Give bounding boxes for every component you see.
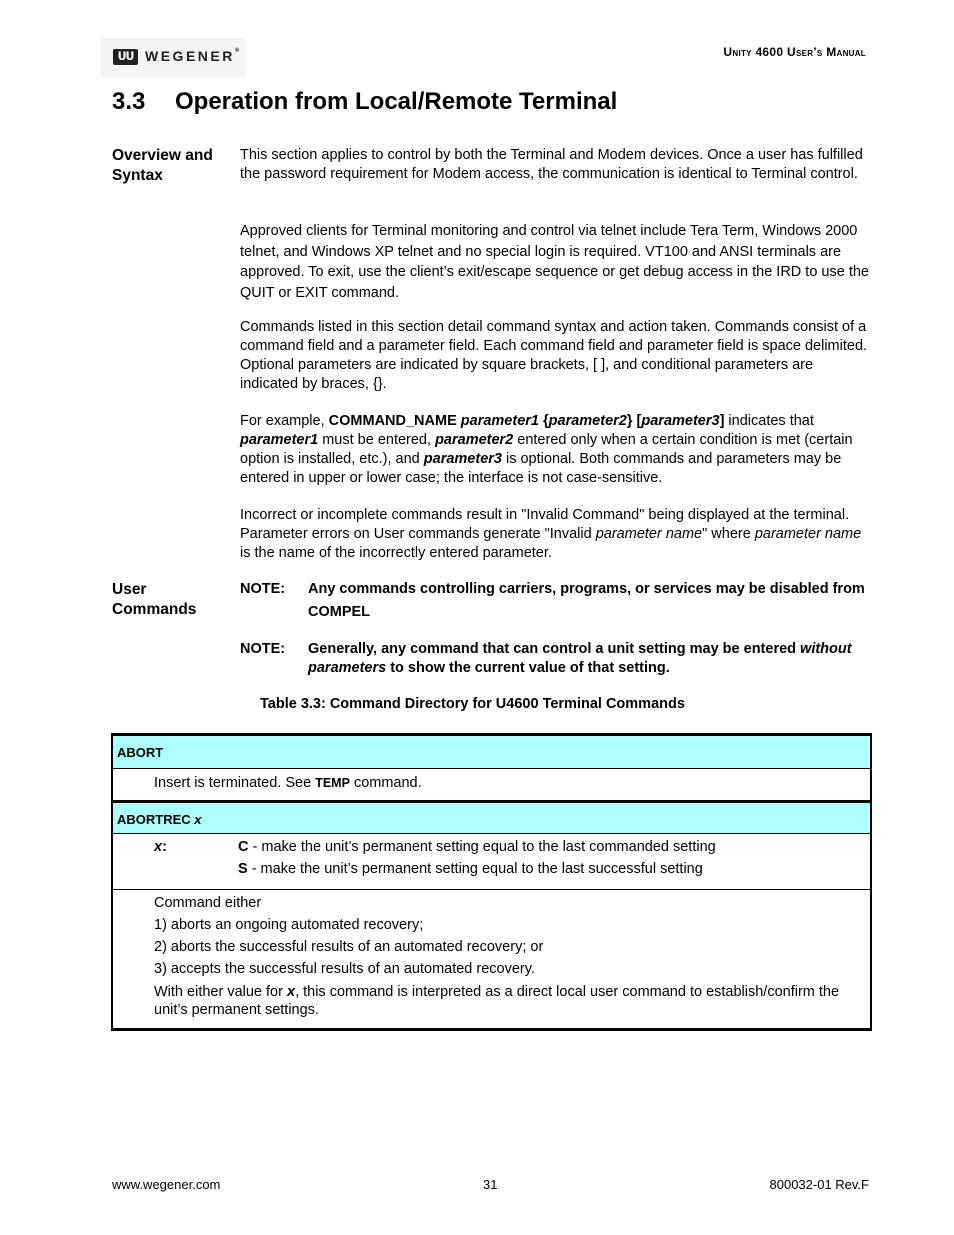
footer-website: www.wegener.com xyxy=(112,1177,221,1192)
logo-text: WEGENER® xyxy=(145,48,240,64)
table-row xyxy=(113,834,870,890)
overview-paragraph-5: Incorrect or incomplete commands result in "Invalid Command" being displayed at the terminal. Parameter errors on User commands generate "Invalid parameter name" where parameter name is the name of the incorrectly entered parameter. xyxy=(240,507,862,561)
note-2 xyxy=(240,640,872,678)
footer-doc-id: 800032-01 Rev.F xyxy=(769,1177,869,1192)
section-title xyxy=(112,88,617,116)
param-name: x: xyxy=(154,839,167,855)
param-option-c: C - make the unit’s permanent setting equal to the last commanded setting xyxy=(238,839,716,855)
abortrec-desc-line: 2) aborts the successful results of an automated recovery; or xyxy=(154,939,544,955)
table-row-header-abort: ABORT xyxy=(113,736,870,769)
note-1 xyxy=(240,578,872,624)
section-number: 3.3 xyxy=(112,88,146,115)
abortrec-desc-line: 3) accepts the successful results of an automated recovery. xyxy=(154,961,535,977)
wegener-logo xyxy=(101,38,245,78)
overview-paragraph-3: Commands listed in this section detail command syntax and action taken. Commands consist of a command field and a parameter field. Each command field and parameter field is space delimited. Optional parameters are indicated by square brackets, [ ], and conditional parameters are indicated by braces, {}. xyxy=(240,319,868,392)
note-text: Generally, any command that can control a unit setting may be entered without parameters to show the current value of that setting. xyxy=(308,641,852,676)
table-row xyxy=(113,890,870,1028)
note-label: NOTE: xyxy=(240,581,286,597)
footer-page-number: 31 xyxy=(483,1177,498,1192)
user-commands-side-heading: User Commands xyxy=(112,581,197,618)
command-table xyxy=(111,733,872,1031)
abortrec-desc-line: Command either xyxy=(154,895,262,911)
section-title-text: Operation from Local/Remote Terminal xyxy=(175,88,618,115)
wegener-logo-icon: ᑌᑌ xyxy=(113,49,138,65)
abort-description: Insert is terminated. See TEMP command. xyxy=(154,775,422,791)
abortrec-desc-line: With either value for x, this command is interpreted as a direct local user command to establish/confirm the unit’s permanent settings. xyxy=(154,984,840,1018)
table-row-header-abortrec: ABORTREC x xyxy=(113,801,870,834)
example-command: COMMAND_NAME xyxy=(328,413,457,429)
overview-paragraph-2: Approved clients for Terminal monitoring and control via telnet include Tera Term, Windows 2000 telnet, and Windows XP telnet and no special login is required. VT100 and ANSI terminals are approved. To exit, use the client’s exit/escape sequence or get debug access in the IRD to use the QUIT or EXIT command. xyxy=(240,223,869,301)
abortrec-desc-line: 1) aborts an ongoing automated recovery; xyxy=(154,917,424,933)
manual-title: Unity 4600 User’s Manual xyxy=(723,45,866,59)
note-label: NOTE: xyxy=(240,641,286,657)
overview-side-heading: Overview and Syntax xyxy=(112,147,213,184)
note-text: Any commands controlling carriers, programs, or services may be disabled from COMPEL xyxy=(308,581,865,620)
param-option-s: S - make the unit’s permanent setting equal to the last successful setting xyxy=(238,861,703,877)
table-caption: Table 3.3: Command Directory for U4600 Terminal Commands xyxy=(260,696,685,712)
overview-paragraph-1: This section applies to control by both the Terminal and Modem devices. Once a user has fulfilled the password requirement for Modem access, the communication is identical to Terminal control. xyxy=(240,147,863,182)
overview-paragraph-4: For example, COMMAND_NAME parameter1 {parameter2} [parameter3] indicates that parameter1 must be entered, parameter2 entered only when a certain condition is met (certain option is installed, etc.), and parameter3 is optional. Both commands and parameters may be entered in upper or lower case; the interface is not case-sensitive. xyxy=(240,413,853,486)
table-row xyxy=(113,769,870,801)
